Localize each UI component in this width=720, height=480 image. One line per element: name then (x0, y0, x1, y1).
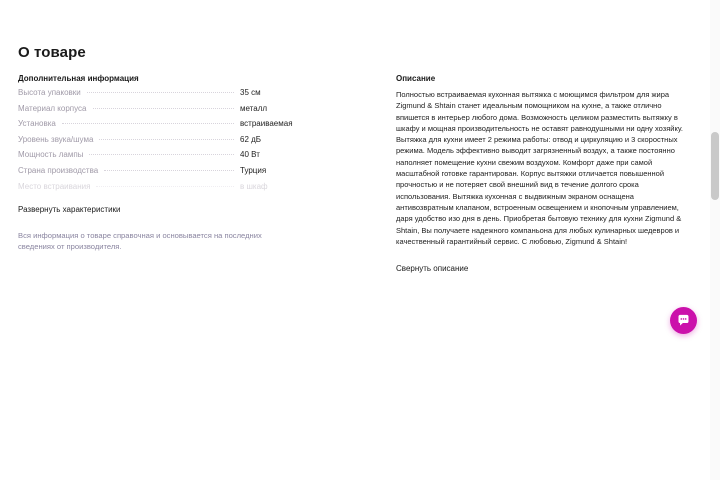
spec-leader-divider (62, 123, 234, 124)
collapse-description-link[interactable]: Свернуть описание (396, 264, 469, 273)
spec-label: Материал корпуса (18, 103, 87, 113)
specs-heading: Дополнительная информация (18, 74, 139, 83)
spec-leader-divider (87, 92, 234, 93)
spec-leader-divider (93, 108, 235, 109)
specs-list (18, 88, 300, 197)
spec-row-faded (18, 182, 300, 198)
spec-label: Место встраивания (18, 181, 91, 191)
spec-row (18, 150, 300, 166)
spec-row (18, 104, 300, 120)
scrollbar-thumb[interactable] (711, 132, 719, 200)
spec-row (18, 135, 300, 151)
spec-row (18, 119, 300, 135)
spec-value: в шкаф (240, 181, 268, 191)
spec-label: Высота упаковки (18, 88, 81, 97)
spec-label: Мощность лампы (18, 150, 84, 160)
spec-leader-divider (96, 186, 234, 187)
spec-value: встраиваемая (240, 119, 293, 129)
page-title: О товаре (18, 44, 86, 61)
scrollbar-track[interactable] (710, 0, 720, 480)
description-text: Полностью встраиваемая кухонная вытяжка с моющимся фильтром для жира Zigmund & Shtain станет идеальным помощником на кухне, а также отлично впишется в интерьер любого дома. Возможность целиком разместить вытяжку в шкафу и мощная производительность не оставят равнодушными ни одну хозяйку. Вытяжка для кухни имеет 2 режима работы: отвод и циркуляцию и 3 скоростных режима. Модель эффективно выводит загрязненный воздух, а также постоянно наполняет помещение кухни свежим воздухом. Комфорт даже при самой масштабной готовке гарантирован. Корпус вытяжки отличается повышенной прочностью и не потеряет свой внешний вид в течение долгого срока использования. Вытяжка кухонная с выдвижным экраном оснащена антивозвратным клапаном, встроенным освещением и кнопочным управлением, даря удобство изо дня в день. Приобретая бытовую технику для кухни Zigmund & Shtain, Вы получаете надежного компаньона для любых кулинарных шедевров и качественный гарантийный сервис. С любовью, Zigmund & Shtain! (396, 90, 683, 246)
spec-value: Турция (240, 165, 267, 175)
spec-row (18, 166, 300, 182)
spec-leader-divider (89, 154, 234, 155)
expand-specs-link[interactable]: Развернуть характеристики (18, 205, 121, 214)
specs-disclaimer: Вся информация о товаре справочная и основывается на последних сведениях от производителя. (18, 231, 262, 251)
description-heading: Описание (396, 74, 436, 83)
spec-label: Установка (18, 119, 56, 129)
spec-leader-divider (104, 170, 234, 171)
spec-row (18, 88, 300, 104)
spec-value: 62 дБ (240, 134, 262, 144)
spec-label: Страна производства (18, 165, 99, 175)
spec-leader-divider (99, 139, 234, 140)
chat-button[interactable] (670, 307, 697, 334)
spec-value: 40 Вт (240, 150, 260, 160)
spec-label: Уровень звука/шума (18, 134, 94, 144)
spec-value: металл (240, 103, 268, 113)
chat-icon (676, 313, 691, 328)
spec-value: 35 см (240, 88, 261, 97)
